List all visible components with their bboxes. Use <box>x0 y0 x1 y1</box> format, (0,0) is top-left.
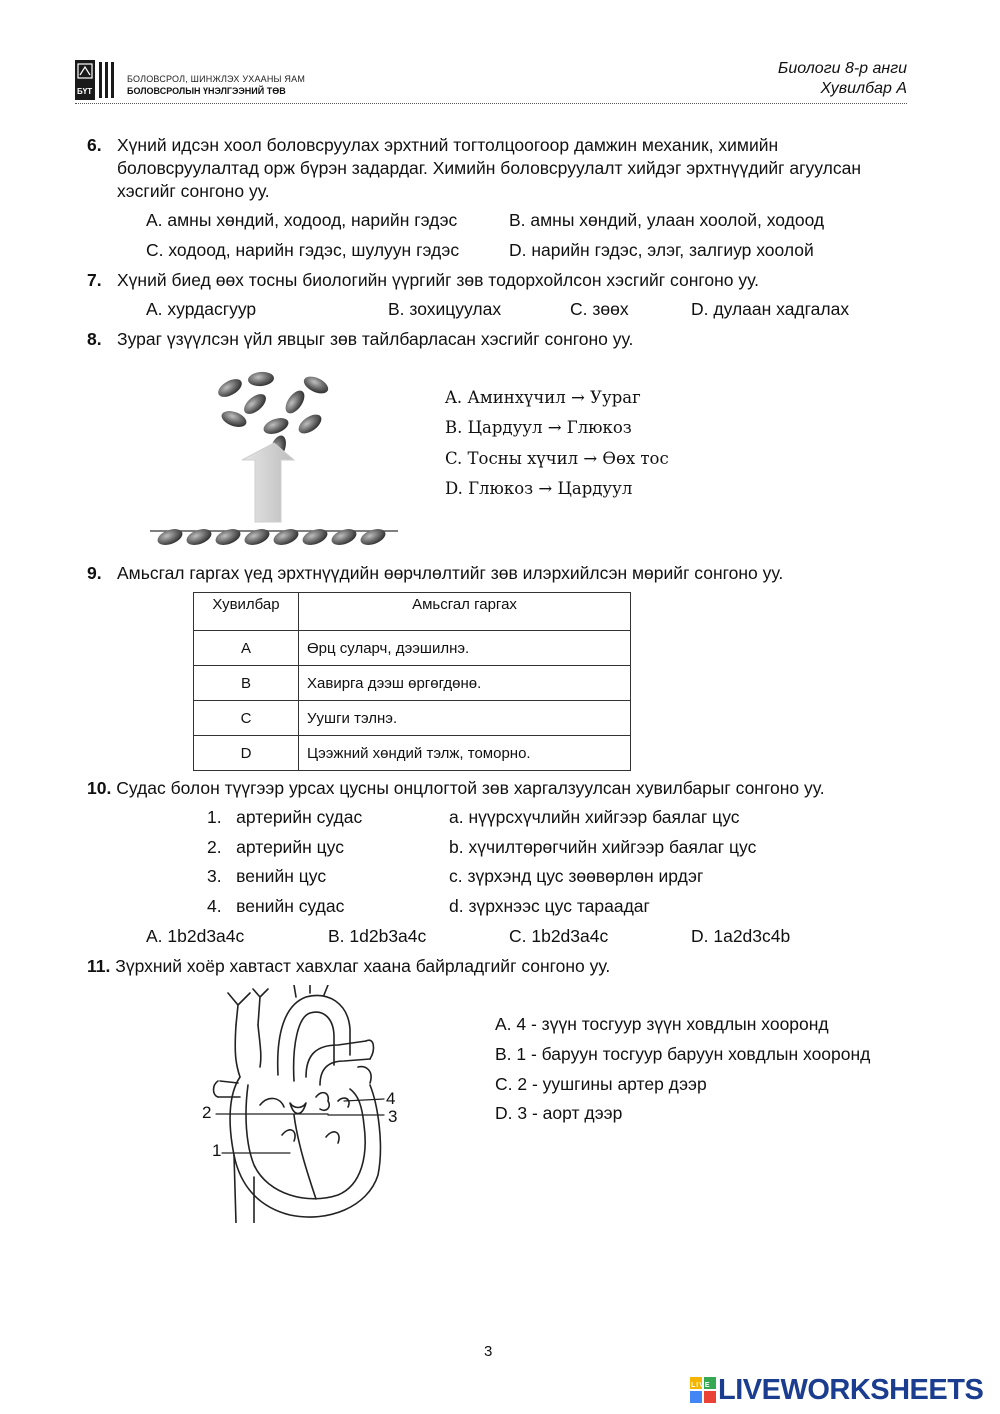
option-b[interactable]: B. 1 - баруун тосгуур баруун ховдлын хооронд <box>495 1044 871 1064</box>
diagram-label: 2 <box>202 1103 212 1122</box>
option-d[interactable]: D. 3 - аорт дээр <box>495 1103 623 1123</box>
question-number: 10. <box>87 778 112 798</box>
logo-text: БҮТ <box>77 87 93 96</box>
liveworksheets-logo[interactable] <box>690 1375 990 1409</box>
option-a[interactable]: A. Аминхүчил → Уураг <box>445 388 641 407</box>
question-text: Зураг үзүүлсэн үйл явцыг зөв тайлбарласан хэсгийг сонгоно уу. <box>117 329 634 349</box>
table-row[interactable] <box>194 631 631 666</box>
ministry-name: БОЛОВСРОЛ, ШИНЖЛЭХ УХААНЫ ЯАМ <box>127 74 306 84</box>
table-cell: Өрц суларч, дээшилнэ. <box>299 631 631 666</box>
match-left-item: 2. артерийн цус <box>207 837 344 857</box>
question-8 <box>87 328 927 351</box>
option-c[interactable]: C. 1b2d3a4c <box>509 926 609 946</box>
table-row[interactable] <box>194 701 631 736</box>
match-left-item: 1. артерийн судас <box>207 807 363 827</box>
table-row[interactable] <box>194 666 631 701</box>
table-cell: C <box>194 701 299 736</box>
option-d[interactable]: D. дулаан хадгалах <box>691 299 850 319</box>
table-cell: Цээжний хөндий тэлж, томорно. <box>299 736 631 771</box>
table-cell: Уушги тэлнэ. <box>299 701 631 736</box>
option-d[interactable]: D. Глюкоз → Цардуул <box>445 479 633 498</box>
option-a[interactable]: A. 4 - зүүн тосгуур зүүн ховдлын хооронд <box>495 1014 829 1034</box>
option-c[interactable]: C. Тосны хүчил → Өөх тос <box>445 449 669 468</box>
question-number: 8. <box>87 329 102 349</box>
table-cell: B <box>194 666 299 701</box>
table-row[interactable] <box>194 736 631 771</box>
subject-label: Биологи 8-р анги <box>777 60 907 77</box>
question-text-line: боловсруулалтад орж бүрэн задардаг. Химийн боловсруулалт хийдэг эрхтнүүдийг агуулсан <box>117 158 862 178</box>
option-b[interactable]: B. зохицуулах <box>388 299 502 319</box>
match-left-item: 4. венийн судас <box>207 896 345 916</box>
table-header: Амьсгал гаргах <box>299 593 631 631</box>
question-text: Хүний биед өөх тосны биологийн үүргийг зөв тодорхойлсон хэсгийг сонгоно уу. <box>117 270 759 290</box>
match-right-item: d. зүрхнээс цус тараадаг <box>449 896 650 916</box>
question-9 <box>87 562 927 585</box>
heart-diagram <box>198 985 418 1223</box>
table-header: Хувилбар <box>194 593 299 631</box>
match-right-item: a. нүүрсхүчлийн хийгээр баялаг цус <box>449 807 740 827</box>
option-c[interactable]: C. зөөх <box>570 299 629 319</box>
match-left-item: 3. венийн цус <box>207 866 327 886</box>
option-d[interactable]: D. 1a2d3c4b <box>691 926 791 946</box>
question-11 <box>87 955 927 978</box>
option-b[interactable]: B. амны хөндий, улаан хоолой, ходоод <box>509 210 825 230</box>
question-number: 9. <box>87 563 102 583</box>
hydrolysis-diagram <box>148 370 403 552</box>
table-cell: Хавирга дээш өргөгдөнө. <box>299 666 631 701</box>
question-text: Судас болон түүгээр урсах цусны онцлогтой зөв харгалзуулсан хувилбарыг сонгоно уу. <box>116 778 825 798</box>
option-c[interactable]: C. ходоод, нарийн гэдэс, шулуун гэдэс <box>146 240 460 260</box>
question-number: 7. <box>87 270 102 290</box>
logo <box>75 60 121 100</box>
option-d[interactable]: D. нарийн гэдэс, элэг, залгиур хоолой <box>509 240 814 260</box>
table-header-row <box>194 593 631 631</box>
question-number: 6. <box>87 135 102 155</box>
brand-grid-icon <box>690 1377 716 1403</box>
match-right-item: b. хүчилтөрөгчийн хийгээр баялаг цус <box>449 837 757 857</box>
question-text: Зүрхний хоёр хавтаст хавхлаг хаана байрладгийг сонгоно уу. <box>115 956 611 976</box>
brand-name: LIVEWORKSHEETS <box>718 1374 984 1406</box>
option-c[interactable]: C. 2 - уушгины артер дээр <box>495 1074 707 1094</box>
question-text-line: Хүний идсэн хоол боловсруулах эрхтний тогтолцоогоор дамжин механик, химийн <box>117 135 779 155</box>
option-a[interactable]: A. амны хөндий, ходоод, нарийн гэдэс <box>146 210 458 230</box>
option-a[interactable]: A. 1b2d3a4c <box>146 926 245 946</box>
table-cell: A <box>194 631 299 666</box>
question-10 <box>87 777 927 800</box>
diagram-label: 4 <box>386 1089 396 1108</box>
question-text: Амьсгал гаргах үед эрхтнүүдийн өөрчлөлтийг зөв илэрхийлсэн мөрийг сонгоно уу. <box>117 563 784 583</box>
center-name: БОЛОВСРОЛЫН ҮНЭЛГЭЭНИЙ ТӨВ <box>127 86 286 96</box>
option-b[interactable]: B. Цардуул → Глюкоз <box>445 418 632 437</box>
table-cell: D <box>194 736 299 771</box>
brand-icon-letters: LIVE <box>691 1382 711 1389</box>
question-text-line: хэсгийг сонгоно уу. <box>117 181 270 201</box>
question-7 <box>87 269 927 292</box>
header <box>75 58 907 104</box>
answer-table <box>193 592 631 771</box>
option-b[interactable]: B. 1d2b3a4c <box>328 926 427 946</box>
page-number: 3 <box>484 1343 493 1360</box>
question-number: 11. <box>87 956 111 976</box>
option-a[interactable]: A. хурдасгуур <box>146 299 257 319</box>
match-right-item: c. зүрхэнд цус зөөвөрлөн ирдэг <box>449 866 704 886</box>
diagram-label: 1 <box>212 1141 222 1160</box>
variant-label: Хувилбар А <box>820 80 907 97</box>
diagram-label: 3 <box>388 1107 398 1126</box>
